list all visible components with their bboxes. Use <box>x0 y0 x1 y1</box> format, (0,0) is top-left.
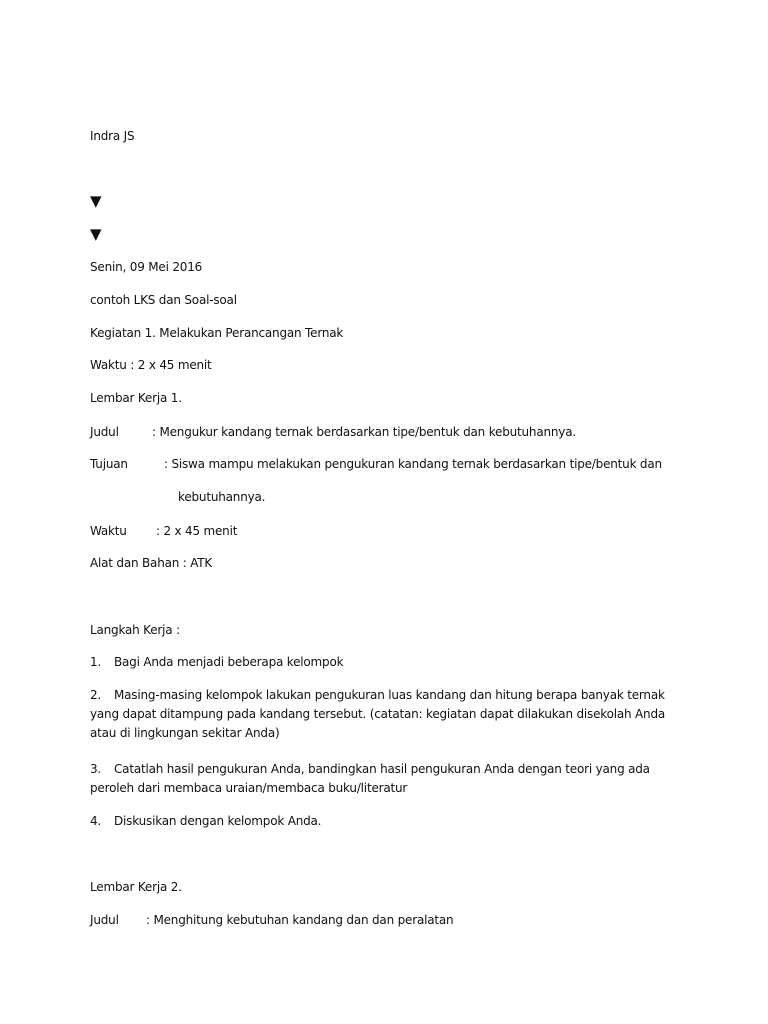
lembar-kerja-2-heading: Lembar Kerja 2. <box>90 880 182 894</box>
list-item-text: Bagi Anda menjadi beberapa kelompok <box>114 655 344 669</box>
tujuan-row <box>90 456 662 472</box>
alat-bahan: Alat dan Bahan : ATK <box>90 556 213 570</box>
list-item <box>90 760 680 798</box>
tujuan-continuation: kebutuhannya. <box>178 490 266 504</box>
list-item-number: 2. <box>90 688 102 702</box>
waktu-main: Waktu : 2 x 45 menit <box>90 358 212 372</box>
waktu-1-label: Waktu <box>90 524 127 538</box>
kegiatan-heading: Kegiatan 1. Melakukan Perancangan Ternak <box>90 326 344 340</box>
triangle-down-icon: ▼ <box>90 192 102 210</box>
lembar-kerja-1-heading: Lembar Kerja 1. <box>90 391 182 405</box>
list-item <box>90 686 680 743</box>
list-item <box>90 654 343 670</box>
post-title: contoh LKS dan Soal-soal <box>90 293 237 307</box>
triangle-down-icon: ▼ <box>90 225 102 243</box>
judul-2-label: Judul <box>90 913 119 927</box>
list-item <box>90 813 321 829</box>
langkah-kerja-heading: Langkah Kerja : <box>90 623 180 637</box>
judul-2-value: : Menghitung kebutuhan kandang dan dan peralatan <box>146 913 454 927</box>
judul-1-label: Judul <box>90 425 119 439</box>
list-item-text: Diskusikan dengan kelompok Anda. <box>114 814 322 828</box>
waktu-1-row <box>90 523 237 539</box>
post-date: Senin, 09 Mei 2016 <box>90 260 203 274</box>
judul-2-row <box>90 912 453 928</box>
list-item-number: 1. <box>90 655 102 669</box>
judul-1-row <box>90 424 576 440</box>
waktu-1-value: : 2 x 45 menit <box>156 524 238 538</box>
list-item-text: Catatlah hasil pengukuran Anda, bandingkan hasil pengukuran Anda dengan teori yang ada peroleh dari membaca uraian/membaca buku/literatur <box>90 762 650 795</box>
tujuan-label: Tujuan <box>90 457 128 471</box>
list-item-text: Masing-masing kelompok lakukan pengukuran luas kandang dan hitung berapa banyak ternak yang dapat ditampung pada kandang tersebut. (catatan: kegiatan dapat dilakukan disekolah Anda atau di lingkungan sekitar Anda) <box>90 688 666 740</box>
tujuan-value: : Siswa mampu melakukan pengukuran kandang ternak berdasarkan tipe/bentuk dan <box>164 457 662 471</box>
author-name: Indra JS <box>90 129 135 143</box>
judul-1-value: : Mengukur kandang ternak berdasarkan tipe/bentuk dan kebutuhannya. <box>152 425 576 439</box>
list-item-number: 4. <box>90 814 102 828</box>
list-item-number: 3. <box>90 762 102 776</box>
